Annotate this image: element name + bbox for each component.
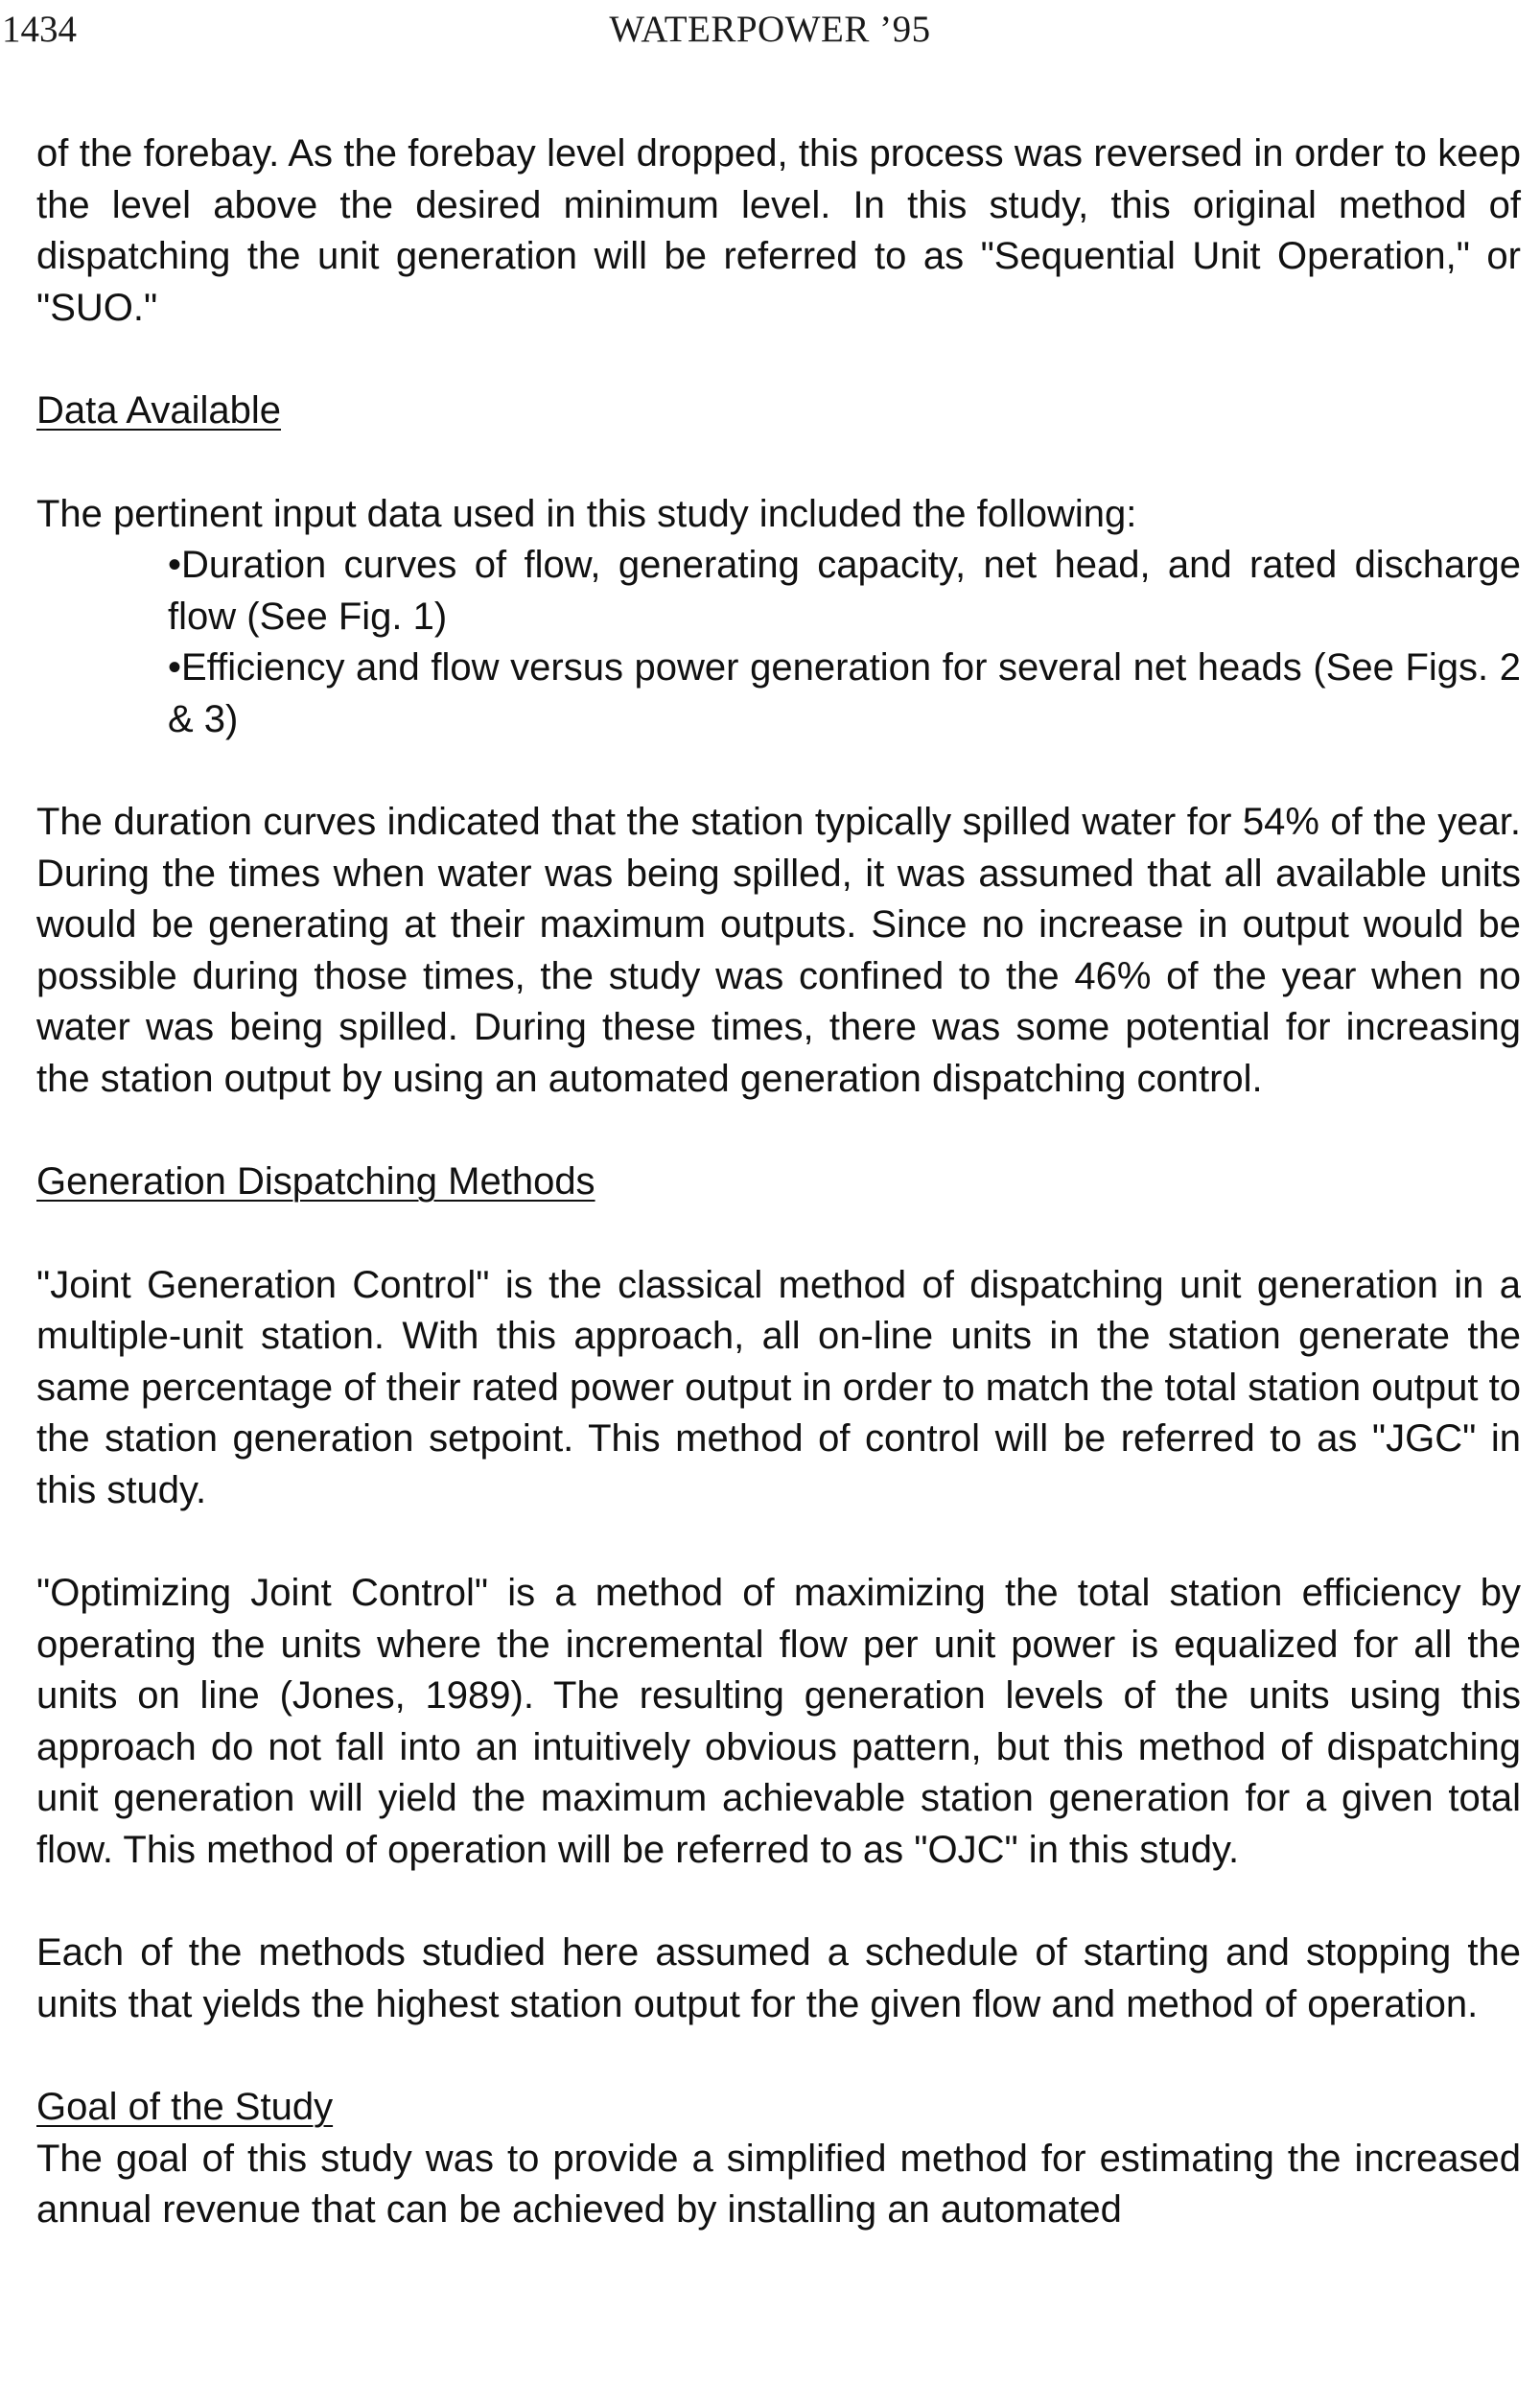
spacer <box>36 334 1521 386</box>
spacer <box>36 437 1521 489</box>
spacer <box>36 1516 1521 1568</box>
running-header <box>0 8 1540 61</box>
spacer <box>36 1208 1521 1260</box>
paragraph-duration-curves: The duration curves indicated that the station typically spilled water for 54% of the year. During the times when water was being spilled, it was assumed that all available units would be generating at their maximum outputs. Since no increase in output would be possible during those times, the study was confined to the 46% of the year when no water was being spilled. During these times, there was some potential for increasing the station output by using an automated generation dispatching control. <box>36 801 1521 1100</box>
page-number: 1434 <box>2 9 77 50</box>
bullet-efficiency: •Efficiency and flow versus power generation for several net heads (See Figs. 2 & 3) <box>168 646 1521 740</box>
spacer <box>36 2030 1521 2082</box>
paragraph-unit-schedule: Each of the methods studied here assumed a schedule of starting and stopping the units that yields the highest station output for the given flow and method of operation. <box>36 1931 1521 2025</box>
section-heading-data-available: Data Available <box>36 389 281 432</box>
paragraph-input-data-intro: The pertinent input data used in this study included the following: <box>36 492 1137 535</box>
spacer <box>36 1105 1521 1157</box>
spacer <box>36 1876 1521 1928</box>
section-heading-goal: Goal of the Study <box>36 2086 334 2128</box>
body-text <box>36 129 1521 2236</box>
spacer <box>36 745 1521 797</box>
bullet-duration-curves: •Duration curves of flow, generating capacity, net head, and rated discharge flow (See Fig. 1) <box>168 544 1521 638</box>
paragraph-ojc: "Optimizing Joint Control" is a method of maximizing the total station efficiency by operating the units where the incremental flow per unit power is equalized for all the units on line (Jones, 1989). The resulting generation levels of the units using this approach do not fall into an intuitively obvious pattern, but this method of dispatching unit generation will yield the maximum achievable station generation for a given total flow. This method of operation will be referred to as "OJC" in this study. <box>36 1572 1521 1871</box>
section-heading-dispatching-methods: Generation Dispatching Methods <box>36 1160 595 1203</box>
paragraph-goal: The goal of this study was to provide a simplified method for estimating the increased annual revenue that can be achieved by installing an automated <box>36 2137 1521 2231</box>
journal-title: WATERPOWER ’95 <box>609 9 931 50</box>
paragraph-jgc: "Joint Generation Control" is the classical method of dispatching unit generation in a multiple-unit station. With this approach, all on-line units in the station generate the same percentage of their rated power output in order to match the total station output to the station generation setpoint. This method of control will be referred to as "JGC" in this study. <box>36 1263 1521 1511</box>
paragraph-forebay: of the forebay. As the forebay level dropped, this process was reversed in order to keep the level above the desired minimum level. In this study, this original method of dispatching the unit generation will be referred to as "Sequential Unit Operation," or "SUO." <box>36 132 1521 329</box>
